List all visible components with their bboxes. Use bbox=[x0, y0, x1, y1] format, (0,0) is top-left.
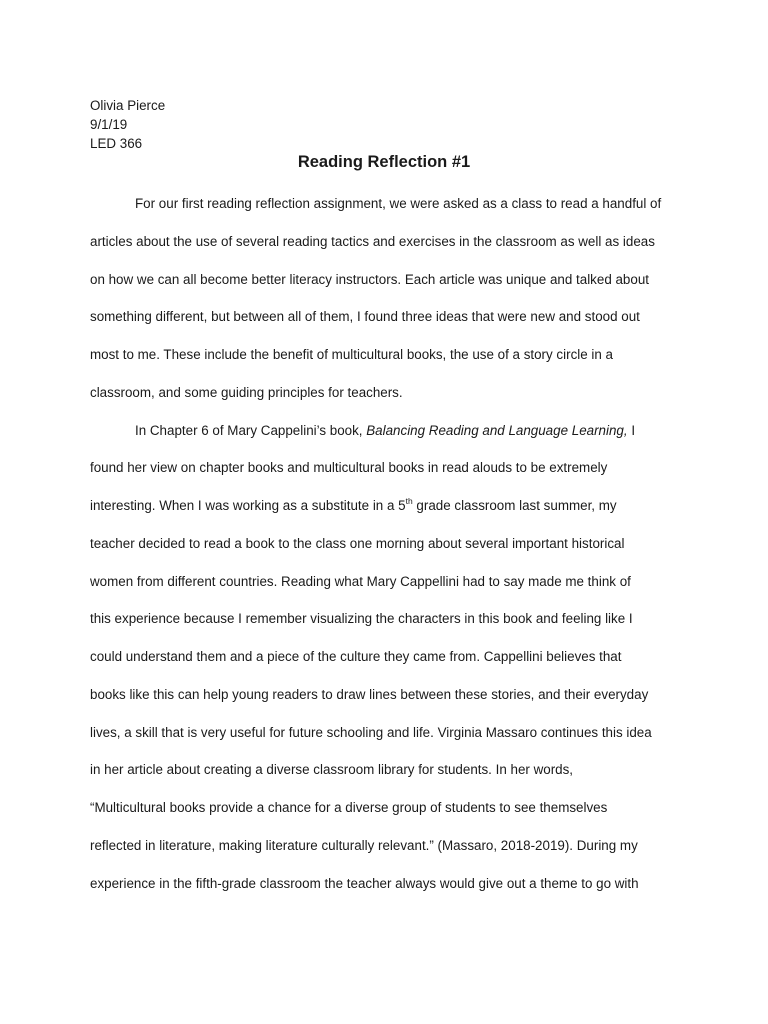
body-line: something different, but between all of them, I found three ideas that were new and stood out bbox=[90, 309, 640, 325]
body-line: on how we can all become better literacy instructors. Each article was unique and talked about bbox=[90, 271, 649, 287]
author-name: Olivia Pierce bbox=[90, 98, 166, 113]
book-title: Balancing Reading and Language Learning, bbox=[366, 422, 628, 438]
body-line: books like this can help young readers to draw lines between these stories, and their everyday bbox=[90, 686, 649, 702]
body-line: articles about the use of several reading tactics and exercises in the classroom as well as ideas bbox=[90, 233, 655, 249]
body-line: lives, a skill that is very useful for future schooling and life. Virginia Massaro continues this idea bbox=[90, 724, 652, 740]
body-text: interesting. When I was working as a substitute in a 5 bbox=[90, 498, 406, 513]
body-line: experience in the fifth-grade classroom the teacher always would give out a theme to go with bbox=[90, 875, 639, 891]
body-line: found her view on chapter books and multicultural books in read alouds to be extremely bbox=[90, 460, 608, 476]
body-line: most to me. These include the benefit of multicultural books, the use of a story circle in a bbox=[90, 347, 613, 362]
body-line: could understand them and a piece of the culture they came from. Cappellini believes that bbox=[90, 649, 622, 664]
body-line: For our first reading reflection assignment, we were asked as a class to read a handful of bbox=[135, 196, 662, 211]
body-line: this experience because I remember visualizing the characters in this book and feeling like I bbox=[90, 611, 633, 627]
body-line: classroom, and some guiding principles for teachers. bbox=[90, 384, 403, 400]
body-text: I bbox=[627, 422, 636, 438]
body-line: “Multicultural books provide a chance for a diverse group of students to see themselves bbox=[90, 800, 608, 815]
document-body bbox=[90, 194, 690, 911]
course-code: LED 366 bbox=[90, 136, 143, 151]
body-line: in her article about creating a diverse classroom library for students. In her words, bbox=[90, 762, 574, 778]
document-date: 9/1/19 bbox=[90, 117, 128, 132]
body-text: In Chapter 6 of Mary Cappelini’s book, bbox=[135, 422, 367, 438]
body-text: grade classroom last summer, my bbox=[412, 498, 617, 513]
body-line bbox=[90, 421, 690, 459]
body-line: teacher decided to read a book to the class one morning about several important historical bbox=[90, 535, 625, 551]
header-block bbox=[90, 96, 165, 153]
ordinal-superscript: th bbox=[405, 496, 413, 506]
document-title: Reading Reflection #1 bbox=[297, 153, 471, 171]
body-line: women from different countries. Reading what Mary Cappellini had to say made me think of bbox=[90, 573, 631, 589]
body-line bbox=[90, 496, 690, 534]
body-line: reflected in literature, making literature culturally relevant.” (Massaro, 2018-2019). During my bbox=[90, 837, 638, 853]
